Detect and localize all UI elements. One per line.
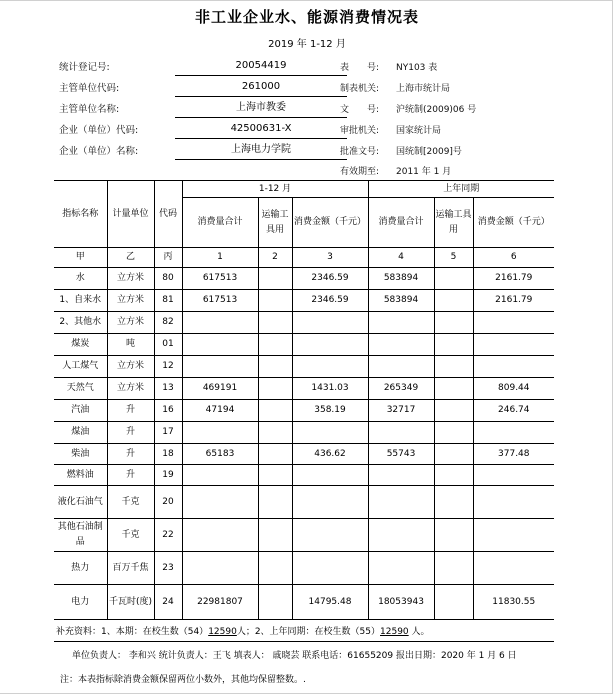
meta-value-approval-no: 国统制[2009]号 [396,147,462,157]
row-transport-prev [434,465,473,486]
row-code: 82 [154,312,182,334]
table-row [54,552,554,585]
row-qty [182,356,258,378]
info-value-supervisor-code: 261000 [175,79,347,97]
row-transport [258,356,292,378]
row-amount: 2346.59 [292,290,368,312]
header-amount-prev: 消费金额（千元） [473,198,554,248]
header-name: 指标名称 [54,181,107,248]
meta-value-approver: 国家统计局 [396,126,442,136]
row-unit: 立方米 [107,378,154,400]
row-amount-prev: 809.44 [473,378,554,400]
row-transport [258,519,292,552]
header-qty-total: 消费量合计 [182,198,258,248]
meta-label-approver: 审批机关: [340,126,380,136]
row-unit: 升 [107,422,154,444]
row-qty-prev [368,465,434,486]
row-name: 其他石油制品 [54,519,107,552]
row-unit: 千克 [107,486,154,519]
meta-label-issuer: 制表机关: [340,84,380,94]
table-row [54,400,554,422]
row-name: 水 [54,268,107,290]
row-qty-prev: 265349 [368,378,434,400]
info-value-org-code: 42500631-X [175,121,347,139]
row-unit: 千克 [107,519,154,552]
footnote: 注：本表指标除消费金额保留两位小数外，其他均保留整数。. [60,675,306,685]
meta-value-form-no: NY103 表 [396,63,438,73]
row-code: 23 [154,552,182,585]
table-row [54,378,554,400]
row-name: 2、其他水 [54,312,107,334]
row-qty: 47194 [182,400,258,422]
row-unit: 立方米 [107,290,154,312]
row-amount-prev: 2161.79 [473,290,554,312]
row-transport-prev [434,552,473,585]
row-transport [258,422,292,444]
row-name: 液化石油气 [54,486,107,519]
row-qty-prev [368,552,434,585]
row-transport [258,444,292,465]
row-transport-prev [434,312,473,334]
header-transport-prev: 运输工具用 [434,198,473,248]
row-transport [258,312,292,334]
row-amount-prev [473,334,554,356]
row-transport [258,400,292,422]
row-unit: 百万千焦 [107,552,154,585]
row-transport [258,334,292,356]
row-code: 24 [154,585,182,620]
supp-prefix: 补充资料：1、本期：在校生数（54） [56,627,209,637]
index-cell: 乙 [107,248,154,268]
table-row [54,422,554,444]
supp-suffix: 人。 [408,627,430,637]
row-amount-prev: 377.48 [473,444,554,465]
row-amount [292,552,368,585]
row-transport-prev [434,334,473,356]
info-label-org-name: 企业（单位）名称: [59,146,139,157]
row-transport [258,290,292,312]
info-label-supervisor-code: 主管单位代码: [59,83,120,94]
row-amount: 358.19 [292,400,368,422]
row-unit: 立方米 [107,356,154,378]
info-value-org-name: 上海电力学院 [175,142,347,160]
row-name: 电力 [54,585,107,620]
row-amount [292,356,368,378]
row-transport [258,268,292,290]
signature-line: 单位负责人： 李和兴 统计负责人：王飞 填表人： 戚晓芸 联系电话：61655209 报出日期：2020 年 1 月 6 日 [72,651,517,661]
row-unit: 吨 [107,334,154,356]
header-code: 代码 [154,181,182,248]
row-amount: 2346.59 [292,268,368,290]
row-unit: 立方米 [107,312,154,334]
index-cell: 2 [258,248,292,268]
row-amount [292,519,368,552]
row-amount: 1431.03 [292,378,368,400]
row-qty-prev [368,486,434,519]
table-row [54,268,554,290]
meta-label-valid-until: 有效期至: [340,167,380,177]
row-code: 18 [154,444,182,465]
row-amount-prev: 2161.79 [473,268,554,290]
table-row [54,312,554,334]
row-transport [258,378,292,400]
row-amount-prev [473,552,554,585]
row-qty [182,552,258,585]
header-previous-period: 上年同期 [368,181,554,198]
row-qty: 469191 [182,378,258,400]
row-transport-prev [434,378,473,400]
row-qty: 22981807 [182,585,258,620]
row-code: 19 [154,465,182,486]
supp-current-count: 12590 [208,627,237,637]
row-name: 柴油 [54,444,107,465]
row-amount [292,465,368,486]
report-period: 2019 年 1-12 月 [268,39,346,50]
row-qty [182,465,258,486]
row-qty: 617513 [182,290,258,312]
index-cell: 6 [473,248,554,268]
row-qty-prev [368,519,434,552]
table-row [54,444,554,465]
row-qty-prev: 32717 [368,400,434,422]
row-amount [292,422,368,444]
row-qty-prev: 583894 [368,290,434,312]
row-transport-prev [434,422,473,444]
row-amount: 14795.48 [292,585,368,620]
row-qty [182,422,258,444]
row-amount-prev [473,312,554,334]
row-name: 煤油 [54,422,107,444]
row-transport-prev [434,519,473,552]
meta-label-doc-no: 文 号: [340,105,380,115]
row-amount-prev [473,519,554,552]
row-amount-prev [473,422,554,444]
meta-value-valid-until: 2011 年 1 月 [396,167,452,177]
meta-value-doc-no: 沪统制(2009)06 号 [396,105,477,115]
row-transport [258,585,292,620]
meta-value-issuer: 上海市统计局 [396,84,451,94]
info-value-stat-reg: 20054419 [175,58,347,76]
header-current-period: 1-12 月 [182,181,368,198]
row-amount: 436.62 [292,444,368,465]
info-label-stat-reg: 统计登记号: [59,62,110,73]
row-name: 汽油 [54,400,107,422]
row-amount [292,334,368,356]
row-code: 01 [154,334,182,356]
meta-label-approval-no: 批准文号: [340,147,380,157]
info-value-supervisor-name: 上海市教委 [175,100,347,118]
row-code: 20 [154,486,182,519]
index-cell: 3 [292,248,368,268]
table-row [54,486,554,519]
row-transport-prev [434,585,473,620]
supplementary-info [54,622,554,642]
row-transport-prev [434,356,473,378]
row-qty [182,486,258,519]
row-code: 13 [154,378,182,400]
row-qty-prev [368,422,434,444]
header-amount: 消费金额（千元） [292,198,368,248]
row-name: 1、自来水 [54,290,107,312]
row-unit: 升 [107,400,154,422]
table-row [54,334,554,356]
row-qty-prev: 55743 [368,444,434,465]
table-row [54,465,554,486]
supp-middle: 人；2、上年同期：在校生数（55） [236,627,381,637]
index-cell: 丙 [154,248,182,268]
row-qty: 65183 [182,444,258,465]
row-name: 煤炭 [54,334,107,356]
row-amount-prev: 246.74 [473,400,554,422]
row-qty-prev [368,334,434,356]
row-unit: 千瓦时(度) [107,585,154,620]
row-qty: 617513 [182,268,258,290]
row-name: 天然气 [54,378,107,400]
row-code: 81 [154,290,182,312]
row-qty-prev [368,312,434,334]
row-transport [258,552,292,585]
header-qty-total-prev: 消费量合计 [368,198,434,248]
row-unit: 升 [107,465,154,486]
index-row [54,248,554,268]
index-cell: 1 [182,248,258,268]
index-cell: 甲 [54,248,107,268]
row-qty-prev [368,356,434,378]
table-row [54,519,554,552]
row-transport-prev [434,444,473,465]
meta-label-form-no: 表 号: [340,63,380,73]
header-transport: 运输工具用 [258,198,292,248]
info-label-supervisor-name: 主管单位名称: [59,104,120,115]
supp-previous-count: 12590 [380,627,409,637]
row-qty [182,519,258,552]
consumption-table [54,180,554,620]
row-transport-prev [434,486,473,519]
report-title: 非工业企业水、能源消费情况表 [194,8,419,26]
row-amount-prev: 11830.55 [473,585,554,620]
row-amount-prev [473,356,554,378]
row-unit: 立方米 [107,268,154,290]
row-qty [182,334,258,356]
row-name: 燃料油 [54,465,107,486]
table-row [54,290,554,312]
table-row [54,356,554,378]
index-cell: 5 [434,248,473,268]
row-amount [292,486,368,519]
row-transport-prev [434,400,473,422]
index-cell: 4 [368,248,434,268]
row-code: 16 [154,400,182,422]
header-unit: 计量单位 [107,181,154,248]
row-qty-prev: 18053943 [368,585,434,620]
row-qty-prev: 583894 [368,268,434,290]
row-transport-prev [434,268,473,290]
row-amount-prev [473,486,554,519]
row-amount-prev [473,465,554,486]
row-name: 热力 [54,552,107,585]
row-name: 人工煤气 [54,356,107,378]
row-code: 22 [154,519,182,552]
table-row [54,585,554,620]
row-transport [258,465,292,486]
row-transport-prev [434,290,473,312]
row-qty [182,312,258,334]
row-unit: 升 [107,444,154,465]
row-code: 17 [154,422,182,444]
row-amount [292,312,368,334]
row-transport [258,486,292,519]
row-code: 80 [154,268,182,290]
row-code: 12 [154,356,182,378]
info-label-org-code: 企业（单位）代码: [59,125,139,136]
